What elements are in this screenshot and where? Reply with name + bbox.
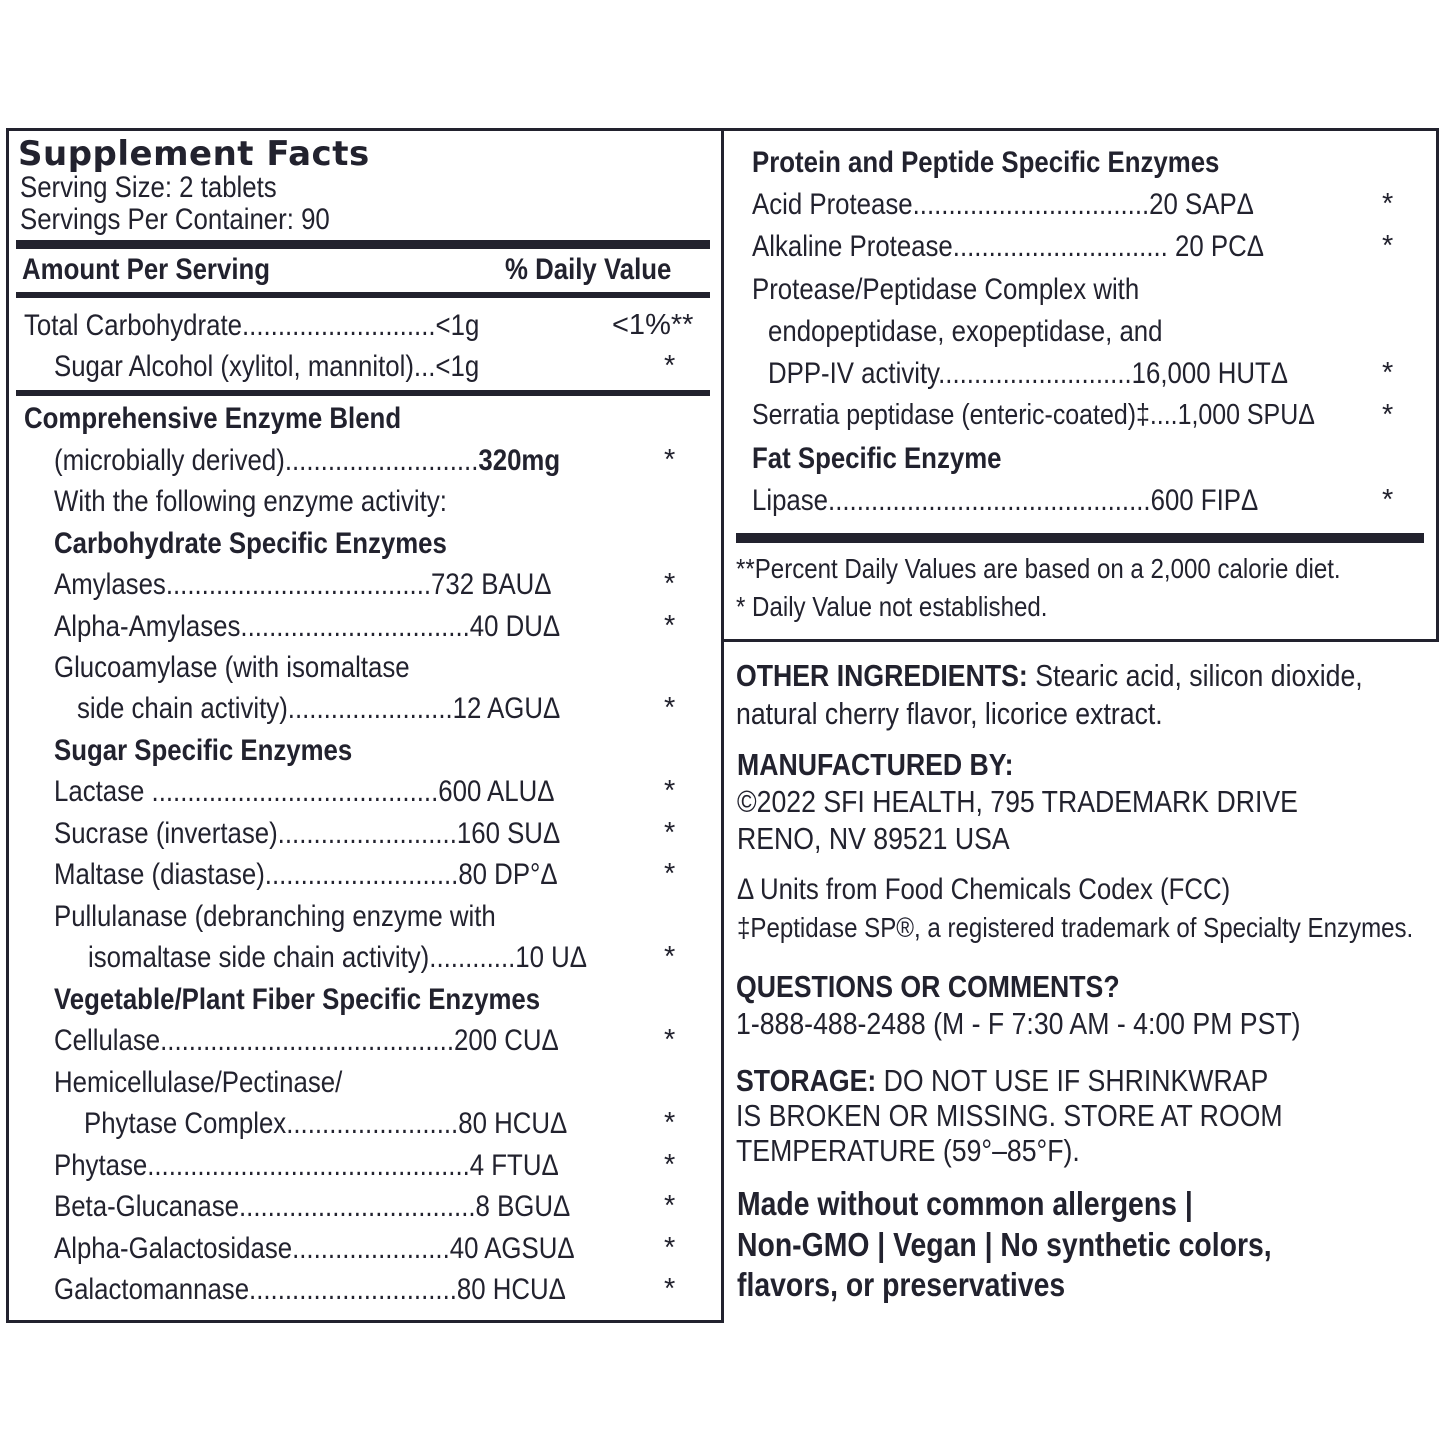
alpha-galactosidase-line: Alpha-Galactosidase......................40 AGSUΔ bbox=[54, 1232, 575, 1265]
protease-complex-line-1: Protease/Peptidase Complex with bbox=[752, 273, 1140, 306]
sucrase-dv: * bbox=[664, 817, 676, 849]
lipase-line: Lipase.............................................600 FIPΔ bbox=[752, 484, 1259, 517]
hemicellulase-line-2: Phytase Complex........................80 HCUΔ bbox=[84, 1107, 568, 1140]
glucoamylase-line-2: side chain activity).......................12 AGUΔ bbox=[77, 692, 561, 725]
acid-protease-dv: * bbox=[1382, 188, 1394, 220]
total-carbohydrate-line: Total Carbohydrate...........................<1g bbox=[24, 309, 480, 342]
protein-enzymes-title: Protein and Peptide Specific Enzymes bbox=[752, 146, 1220, 179]
enzyme-blend-title: Comprehensive Enzyme Blend bbox=[24, 402, 402, 435]
pullulanase-line-1: Pullulanase (debranching enzyme with bbox=[54, 900, 496, 933]
alpha-amylases-dv: * bbox=[664, 610, 676, 642]
storage-line-3: TEMPERATURE (59°–85°F). bbox=[736, 1133, 1080, 1168]
maltase-dv: * bbox=[664, 858, 676, 890]
carb-enzymes-title: Carbohydrate Specific Enzymes bbox=[54, 527, 447, 560]
enzyme-blend-line: (microbially derived)...........................320mg bbox=[54, 444, 561, 477]
phytase-line: Phytase.............................................4 FTUΔ bbox=[54, 1149, 559, 1182]
amylases-dv: * bbox=[664, 568, 676, 600]
fcc-units-note: Δ Units from Food Chemicals Codex (FCC) bbox=[737, 873, 1231, 906]
alkaline-protease-line: Alkaline Protease.............................. 20 PCΔ bbox=[752, 230, 1264, 263]
alpha-amylases-line: Alpha-Amylases................................40 DUΔ bbox=[54, 610, 561, 643]
medium-divider-2 bbox=[16, 390, 710, 396]
trademark-note: ‡Peptidase SP®, a registered trademark of Specialty Enzymes. bbox=[737, 912, 1414, 943]
allergen-statement-2: Non-GMO | Vegan | No synthetic colors, bbox=[737, 1226, 1272, 1263]
glucoamylase-line-1: Glucoamylase (with isomaltase bbox=[54, 651, 410, 684]
lactase-dv: * bbox=[664, 775, 676, 807]
lactase-line: Lactase ........................................600 ALUΔ bbox=[54, 775, 555, 808]
supplement-facts-title: Supplement Facts bbox=[18, 134, 370, 174]
sugar-enzymes-title: Sugar Specific Enzymes bbox=[54, 734, 353, 767]
amount-per-serving-header: Amount Per Serving bbox=[22, 253, 271, 286]
veg-enzymes-title: Vegetable/Plant Fiber Specific Enzymes bbox=[54, 983, 541, 1016]
sugar-alcohol-dv: * bbox=[664, 350, 676, 382]
pullulanase-line-2: isomaltase side chain activity)............10 UΔ bbox=[88, 941, 588, 974]
galactomannase-line: Galactomannase.............................80 HCUΔ bbox=[54, 1273, 566, 1306]
questions-label: QUESTIONS OR COMMENTS? bbox=[736, 969, 1120, 1004]
phytase-dv: * bbox=[664, 1149, 676, 1181]
protease-complex-line-2: endopeptidase, exopeptidase, and bbox=[768, 315, 1163, 348]
protease-complex-line-3: DPP-IV activity...........................16,000 HUTΔ bbox=[768, 357, 1289, 390]
manufacturer-address-2: RENO, NV 89521 USA bbox=[737, 821, 1010, 856]
amylases-line: Amylases.....................................732 BAUΔ bbox=[54, 568, 552, 601]
storage-line-2: IS BROKEN OR MISSING. STORE AT ROOM bbox=[736, 1098, 1283, 1133]
cellulase-dv: * bbox=[664, 1024, 676, 1056]
protease-complex-dv: * bbox=[1382, 357, 1394, 389]
allergen-statement-1: Made without common allergens | bbox=[737, 1185, 1193, 1222]
cellulase-line: Cellulase.........................................200 CUΔ bbox=[54, 1024, 559, 1057]
thick-divider-right bbox=[736, 533, 1424, 543]
allergen-statement-3: flavors, or preservatives bbox=[737, 1266, 1066, 1303]
total-carbohydrate-dv: <1%** bbox=[612, 309, 694, 341]
hemicellulase-dv: * bbox=[664, 1107, 676, 1139]
fat-enzyme-title: Fat Specific Enzyme bbox=[752, 442, 1002, 475]
acid-protease-line: Acid Protease.................................20 SAPΔ bbox=[752, 188, 1254, 221]
storage-line-1: STORAGE: DO NOT USE IF SHRINKWRAP bbox=[736, 1063, 1269, 1098]
manufacturer-address-1: ©2022 SFI HEALTH, 795 TRADEMARK DRIVE bbox=[737, 784, 1298, 819]
serratia-dv: * bbox=[1382, 399, 1394, 431]
other-ingredients-line-2: natural cherry flavor, licorice extract. bbox=[736, 696, 1163, 731]
footnote-daily-values: **Percent Daily Values are based on a 2,000 calorie diet. bbox=[736, 553, 1341, 584]
other-ingredients-line-1: OTHER INGREDIENTS: Stearic acid, silicon dioxide, bbox=[736, 658, 1363, 693]
servings-per-container: Servings Per Container: 90 bbox=[20, 203, 330, 236]
alkaline-protease-dv: * bbox=[1382, 230, 1394, 262]
enzyme-blend-dv: * bbox=[664, 444, 676, 476]
hemicellulase-line-1: Hemicellulase/Pectinase/ bbox=[54, 1066, 343, 1099]
daily-value-header: % Daily Value bbox=[505, 253, 672, 286]
alpha-galactosidase-dv: * bbox=[664, 1232, 676, 1264]
pullulanase-dv: * bbox=[664, 941, 676, 973]
thick-divider bbox=[16, 240, 710, 249]
galactomannase-dv: * bbox=[664, 1273, 676, 1305]
lipase-dv: * bbox=[1382, 484, 1394, 516]
maltase-line: Maltase (diastase)...........................80 DP°Δ bbox=[54, 858, 558, 891]
sucrase-line: Sucrase (invertase).........................160 SUΔ bbox=[54, 817, 561, 850]
medium-divider bbox=[16, 292, 710, 298]
questions-phone: 1-888-488-2488 (M - F 7:30 AM - 4:00 PM PST) bbox=[736, 1006, 1301, 1041]
sugar-alcohol-line: Sugar Alcohol (xylitol, mannitol)...<1g bbox=[54, 350, 480, 383]
activity-intro: With the following enzyme activity: bbox=[54, 485, 447, 518]
serratia-line: Serratia peptidase (enteric-coated)‡....1,000 SPUΔ bbox=[752, 399, 1315, 431]
serving-size: Serving Size: 2 tablets bbox=[20, 171, 277, 204]
beta-glucanase-line: Beta-Glucanase.................................8 BGUΔ bbox=[54, 1190, 571, 1223]
footnote-not-established: * Daily Value not established. bbox=[736, 591, 1048, 622]
beta-glucanase-dv: * bbox=[664, 1190, 676, 1222]
manufactured-by-label: MANUFACTURED BY: bbox=[737, 747, 1014, 782]
glucoamylase-dv: * bbox=[664, 692, 676, 724]
